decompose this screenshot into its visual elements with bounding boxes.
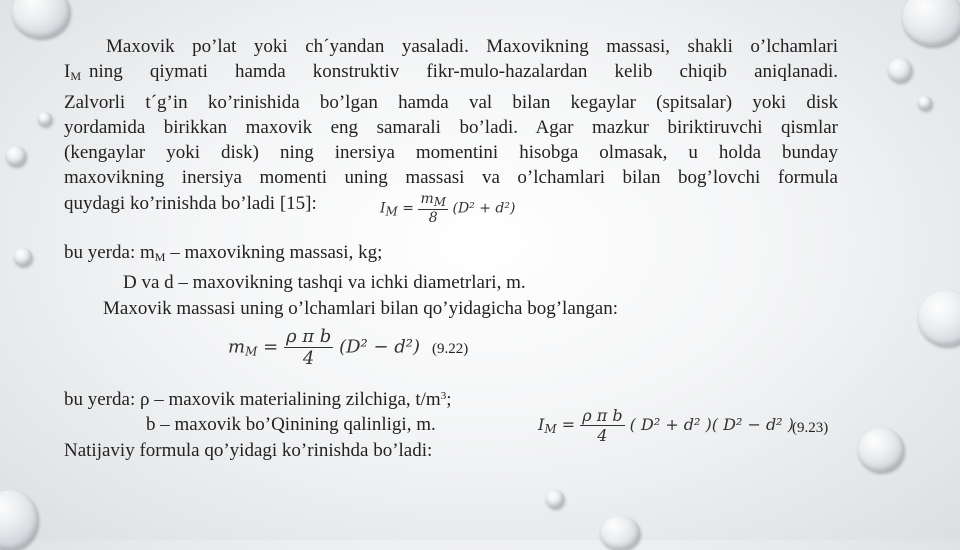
equation-number: (9.23) xyxy=(792,420,829,436)
formula-final: $I_M$ = $\frac{\text{ρ π b}}{4}$ ( D² + d² )( D² − d² ) xyxy=(538,406,794,445)
formula-mass: $m_M$ = $\frac{\text{ρ π b}}{4}$ (D² − d²) xyxy=(228,326,421,369)
water-drop xyxy=(14,248,32,266)
paragraph-definitions-1 xyxy=(64,240,864,321)
text-line: bu yerda: $m_M$ – maxovikning massasi, kg; xyxy=(64,242,383,264)
paragraph-definitions-2 xyxy=(64,384,544,463)
water-drop xyxy=(858,428,904,472)
text-line: Maxovik po’lat yoki ch´yandan yasaladi. Maxovikning massasi, shakli o’lchamlari xyxy=(106,36,838,57)
water-drop xyxy=(12,0,70,38)
water-drop xyxy=(902,0,960,46)
text-line: Zalvorli t´g’in ko’rinishida bo’lgan hamda val bilan kegaylar (spitsalar) yoki disk xyxy=(64,91,838,113)
text-line: bu yerda: ρ – maxovik materialining zilchiga, $t/m^3$; xyxy=(64,389,452,410)
water-drop xyxy=(888,58,912,82)
text-line: (kengaylar yoki disk) ning inersiya momentini hisobga olmasak, u holda bunday xyxy=(64,142,838,164)
text-line: quydagi ko’rinishda bo’ladi [15]: xyxy=(64,192,317,214)
water-drop xyxy=(6,146,26,166)
text-line: yordamida birikkan maxovik eng samarali bo’ladi. Agar mazkur biriktiruvchi qismlar xyxy=(64,116,838,138)
water-drop xyxy=(38,112,52,126)
water-drop xyxy=(600,516,640,550)
text-line: b – maxovik bo’Qinining qalinligi, m. xyxy=(146,414,436,436)
water-drop xyxy=(546,490,564,508)
equation-number: (9.22) xyxy=(432,341,469,357)
formula-inertia-moment: $I_M$ = $\frac{m_M}{8}$ (D² + d²) xyxy=(380,191,516,226)
water-drop xyxy=(0,490,38,550)
text-line: maxovikning inersiya momenti uning massasi va o’lchamlari bilan bog’lovchi formula xyxy=(64,167,838,189)
text-line: D va d – maxovikning tashqi va ichki diametrlari, m. xyxy=(123,272,526,294)
paragraph-intro xyxy=(64,34,838,216)
text-line: Maxovik massasi uning o’lchamlari bilan qo’yidagicha bog’langan: xyxy=(103,297,618,319)
text-line: Natijaviy formula qo’yidagi ko’rinishda bo’ladi: xyxy=(64,439,433,461)
water-drop xyxy=(918,96,932,110)
water-drop xyxy=(918,290,960,346)
text-line: $I_M$ ning qiymati hamda konstruktiv fikr-mulo-hazalardan kelib chiqib aniqlanadi. xyxy=(64,61,838,84)
